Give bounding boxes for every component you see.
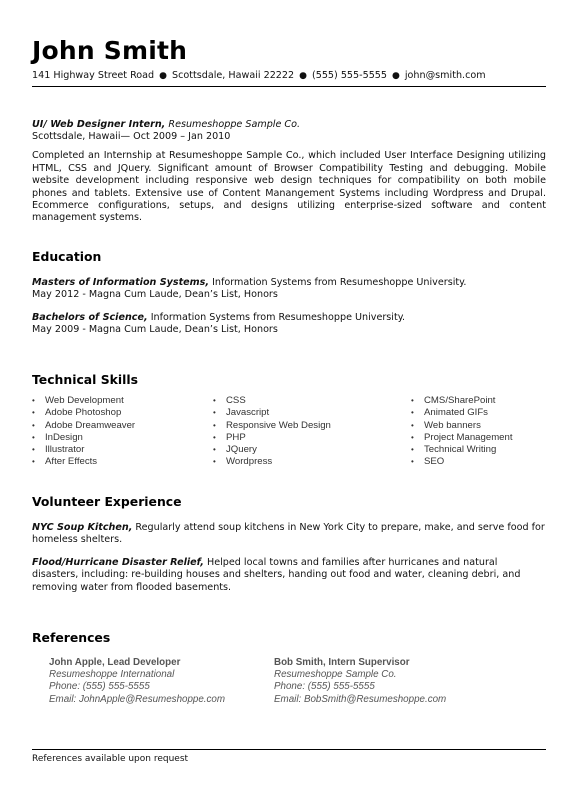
education-degree: Bachelors of Science,: [32, 311, 148, 323]
skills-section: [32, 372, 546, 387]
job-description: Completed an Internship at Resumeshoppe Sample Co., which included User Interface Designing utilizing HTML, CSS and JQuery. Significant amount of Browser Compatibility Testing and debugging. Mobile website development including responsive web design techniques for compatibility on both mobile phones and tablets. Extensive use of Content Manangement Systems including Wordpress and Drupal. Ecommerce configurations, setups, and designs utilizing enterprise-sized software and content management systems.: [32, 150, 546, 224]
references-section: [32, 630, 546, 645]
reference-company: Resumeshoppe Sample Co.: [274, 669, 397, 681]
separator-dot: ●: [299, 71, 307, 81]
section-title-volunteer: Volunteer Experience: [32, 494, 182, 509]
contact-phone: (555) 555-5555: [311, 70, 388, 81]
contact-email[interactable]: john@smith.com: [404, 70, 486, 81]
skills-column: [213, 395, 331, 469]
education-item: [32, 277, 546, 302]
contact-address: 141 Highway Street Road: [32, 70, 155, 81]
skill-item: • Technical Writing: [411, 444, 513, 456]
candidate-name: John Smith: [32, 36, 188, 65]
header-divider: [32, 86, 546, 87]
job-role: UI/ Web Designer Intern,: [32, 119, 166, 130]
skill-item: • After Effects: [32, 456, 135, 468]
section-title-references: References: [32, 630, 111, 645]
volunteer-org: Flood/Hurricane Disaster Relief,: [32, 556, 204, 568]
reference-email[interactable]: Email: BobSmith@Resumeshoppe.com: [274, 693, 447, 705]
job-title-line: [32, 119, 546, 131]
skill-item: • InDesign: [32, 432, 135, 444]
separator-dot: ●: [392, 71, 400, 81]
volunteer-section: [32, 494, 546, 594]
reference-name: John Apple, Lead Developer: [49, 657, 181, 668]
skill-item: • CSS: [213, 395, 331, 407]
skill-item: • Adobe Dreamweaver: [32, 420, 135, 432]
volunteer-item: [32, 522, 546, 547]
footer-note: References available upon request: [32, 754, 189, 764]
volunteer-text: Regularly attend soup kitchens in New York City to prepare, make, and serve food for homeless shelters.: [32, 522, 545, 546]
skill-item: • Web Development: [32, 395, 135, 407]
skill-item: • Project Management: [411, 432, 513, 444]
education-degree: Masters of Information Systems,: [32, 277, 210, 288]
education-section: [32, 249, 546, 337]
skill-item: • Animated GIFs: [411, 407, 513, 419]
reference-card: [274, 657, 446, 706]
reference-company: Resumeshoppe International: [49, 669, 175, 681]
job-location-dates: Scottsdale, Hawaii— Oct 2009 – Jan 2010: [32, 131, 231, 142]
education-detail: Information Systems from Resumeshoppe University.: [147, 311, 406, 323]
contact-line: [32, 69, 546, 83]
volunteer-org: NYC Soup Kitchen,: [32, 522, 133, 533]
volunteer-item: [32, 557, 546, 594]
reference-phone: Phone: (555) 555-5555: [49, 681, 150, 693]
skill-item: • JQuery: [213, 444, 331, 456]
reference-phone: Phone: (555) 555-5555: [274, 681, 375, 693]
skill-item: • PHP: [213, 432, 331, 444]
skill-item: • CMS/SharePoint: [411, 395, 513, 407]
education-degree-line: [32, 277, 546, 289]
reference-email[interactable]: Email: JohnApple@Resumeshoppe.com: [49, 693, 226, 705]
skills-column: [411, 395, 513, 469]
education-detail: Information Systems from Resumeshoppe University.: [209, 277, 467, 288]
skill-item: • Wordpress: [213, 456, 331, 468]
resume-page: [32, 36, 546, 705]
skill-item: • Adobe Photoshop: [32, 407, 135, 419]
footer-divider: [32, 749, 546, 750]
contact-city: Scottsdale, Hawaii 22222: [172, 70, 295, 81]
skill-item: • Responsive Web Design: [213, 420, 331, 432]
skill-item: • Illustrator: [32, 444, 135, 456]
section-title-education: Education: [32, 249, 102, 264]
separator-dot: ●: [159, 71, 167, 81]
section-title-skills: Technical Skills: [32, 372, 138, 387]
education-degree-line: [32, 312, 546, 324]
reference-card: [49, 657, 225, 706]
education-item: [32, 312, 546, 337]
skill-item: • Web banners: [411, 420, 513, 432]
education-honors: May 2009 - Magna Cum Laude, Dean’s List, Honors: [32, 324, 278, 336]
skill-item: • Javascript: [213, 407, 331, 419]
experience-entry: [32, 119, 546, 225]
education-honors: May 2012 - Magna Cum Laude, Dean’s List, Honors: [32, 289, 278, 301]
reference-name: Bob Smith, Intern Supervisor: [274, 657, 410, 668]
job-company: Resumeshoppe Sample Co.: [168, 119, 301, 130]
skills-column: [32, 395, 135, 469]
volunteer-text: Helped local towns and families after hurricanes and natural disasters, including: re-building houses and shelters, handing out food and water, cleaning debri, and removing water from flooded basements.: [32, 556, 521, 593]
skill-item: • SEO: [411, 456, 513, 468]
